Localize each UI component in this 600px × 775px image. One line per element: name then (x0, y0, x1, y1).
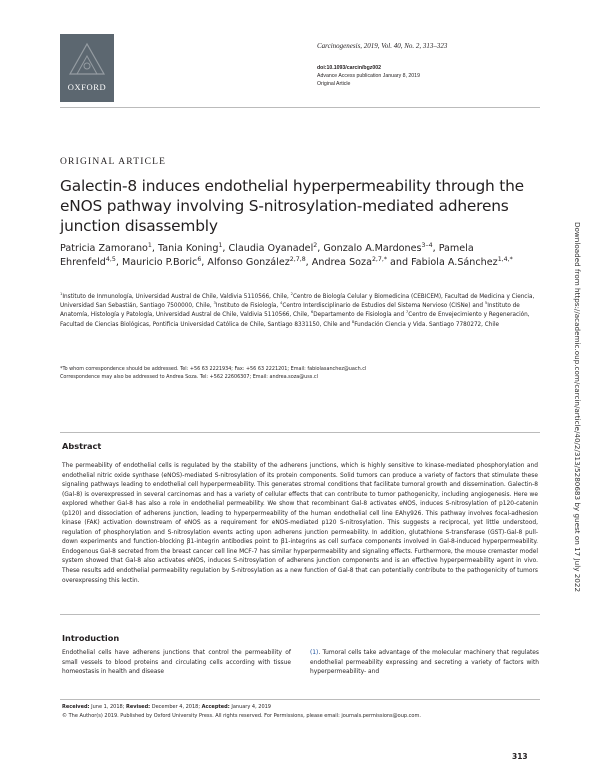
author-affil-ref: 3–4 (421, 241, 433, 249)
author-name[interactable]: Claudia Oyanadel (228, 243, 314, 254)
correspondence-line: *To whom correspondence should be addressed. Tel: +56 63 2221934; Fax: +56 63 2221201; Email: fabiolasanchez@uach.cl (60, 366, 367, 372)
publisher-logo (60, 34, 114, 102)
author-affil-ref: 1,4,* (497, 256, 513, 264)
author-affil-ref: 4,5 (105, 256, 116, 264)
introduction-column-right: (1). Tumoral cells take advantage of the molecular machinery that regulates endothelial permeability expressing and secreting a variety of factors with hyperpermeability- and (310, 650, 539, 676)
author-name[interactable]: Fabiola A.Sánchez (411, 257, 498, 269)
author-affil-ref: 6 (197, 256, 202, 264)
author-name[interactable]: Tania Koning (158, 243, 219, 254)
abstract-bottom-divider (60, 614, 540, 615)
section-label: ORIGINAL ARTICLE (60, 157, 167, 167)
author-affil-ref: 1 (147, 241, 152, 249)
author-name[interactable]: Pamela Ehrenfeld (60, 243, 474, 269)
introduction-heading: Introduction (62, 633, 120, 643)
author-affil-ref: 2,7,* (371, 256, 387, 264)
affiliation: Instituto de Inmunología, Universidad Austral de Chile, Valdivia 5110566, Chile, (62, 294, 291, 300)
correspondence-line: Correspondence may also be addressed to Andrea Soza. Tel: +562 22606307; Email: andrea.soza@uss.cl (60, 374, 318, 380)
publisher-logo-text: OXFORD (67, 82, 107, 92)
affiliation: Departamento de Fisiología and (313, 312, 406, 319)
doi[interactable]: doi:10.1093/carcin/bgz002 (317, 65, 382, 71)
journal-citation: Carcinogenesis, 2019, Vol. 40, No. 2, 313–323 (317, 42, 448, 50)
author-name[interactable]: Andrea Soza (311, 257, 372, 269)
download-watermark: Downloaded from https://academic.oup.com/carcin/article/40/2/313/5280683 by guest on 17 July 2022 (573, 222, 582, 593)
copyright: © The Author(s) 2019. Published by Oxford University Press. All rights reserved. For Permissions, please email: journals.permissions@oup.com. (62, 713, 421, 719)
author-name[interactable]: Patricia Zamorano (60, 243, 148, 254)
page-number: 313 (512, 752, 528, 761)
logo-crest-icon (66, 40, 108, 78)
authors-and: and (390, 257, 409, 269)
abstract-heading: Abstract (62, 441, 102, 451)
affiliation: Instituto de Anatomía, Histología y Patología, Universidad Austral de Chile, Valdivia 5110566, Chile, (60, 303, 520, 319)
author-name[interactable]: Mauricio P.Boric (121, 257, 198, 269)
author-list: Patricia Zamorano$^1$, Tania Koning$^1$, Claudia Oyanadel$^2$, Gonzalo A.Mardones$^{3-4}$, Pamela Ehrenfeld$^{4,5}$, Mauricio P.Boric$^6$, Alfonso González$^{2,7,8}$, Andrea Soza$^{2,7,*}$ and Fabiola A.Sánchez$^{1,4,*}$ (60, 241, 513, 269)
abstract-top-divider (60, 432, 540, 433)
author-affil-ref: 2 (313, 241, 318, 249)
article-dates: Received: June 1, 2018; Revised: December 4, 2018; Accepted: January 4, 2019 (62, 704, 271, 710)
abstract-text: The permeability of endothelial cells is regulated by the stability of the adherens junctions, which is highly sensitive to kinase-mediated phosphorylation and endothelial nitric oxide synthase (eNOS)-mediated S-nitrosylation of its protein components. Solid tumors can produce a variety of factors that stimulate these signaling pathways leading to endothelial cell hyperpermeability. This generates stromal conditions that facilitate tumoral growth and dissemination. Galectin-8 (Gal-8) is overexpressed in several carcinomas and has a variety of cellular effects that can contribute to tumor pathogenicity, including angiogenesis. Here we explored whether Gal-8 has also a role in endothelial permeability. We show that recombinant Gal-8 activates eNOS, induces S-nitrosylation of p120-catenin (p120) and dissociation of adherens junction, leading to hyperpermeability of the human endothelial cell line EAhy926. This pathway involves focal-adhesion kinase (FAK) activation downstream of eNOS as a requirement for eNOS-mediated p120 S-nitrosylation. This suggests a reciprocal, yet little understood, regulation of phosphorylation and S-nitrosylation events acting upon adherens junction permeability. In addition, glutathione S-transferase (GST)-Gal-8 pull-down experiments and function-blocking β1-integrin antibodies point to β1-integrins as cell surface components involved in Gal-8-induced hyperpermeability. Endogenous Gal-8 secreted from the breast cancer cell line MCF-7 has similar hyperpermeability and signaling effects. Furthermore, the mouse cremaster model system showed that Gal-8 also activates eNOS, induces S-nitrosylation of adherens junction components and is an effective hyperpermeability agent in vivo. These results add endothelial permeability regulation by S-nitrosylation as a new function of Gal-8 that can potentially contribute to the pathogenicity of tumors overexpressing this lectin. (62, 463, 538, 584)
affiliation: Centro Interdisciplinario de Estudios del Sistema Nervioso (CISNe) and (282, 303, 485, 310)
footer-divider (60, 699, 540, 700)
advance-access: Advance Access publication January 8, 2019 (317, 73, 420, 79)
header-divider (60, 107, 540, 108)
reference-link[interactable]: (1) (310, 650, 319, 656)
affiliations: $^1$Instituto de Inmunología, Universidad Austral de Chile, Valdivia 5110566, Chile, $^2$Centro de Biología Celular y Biomedicina (CEBICEM), Facultad de Medicina y Ciencia, Universidad San Sebastián, Santiago 7500000, Chile, $^3$Instituto de Fisiología, $^4$Centro Interdisciplinario de Estudios del Sistema Nervioso (CISNe) and $^5$Instituto de Anatomía, Histología y Patología, Universidad Austral de Chile, Valdivia 5110566, Chile, $^6$Departamento de Fisiología and $^7$Centro de Envejecimiento y Regeneración, Facultad de Ciencias Biológicas, Pontificia Universidad Católica de Chile, Santiago 8331150, Chile and $^8$Fundación Ciencia y Vida. Santiago 7780272, Chile (60, 292, 535, 328)
affiliation: Instituto de Fisiología, (215, 303, 280, 310)
affiliation: Centro de Envejecimiento y Regeneración, Facultad de Ciencias Biológicas, Pontificia Universidad Católica de Chile, Santiago 8331150, Chile and (60, 312, 530, 328)
affiliation: Fundación Ciencia y Vida. Santiago 7780272, Chile (354, 321, 500, 328)
correspondence (60, 365, 540, 381)
author-affil-ref: 2,7,8 (289, 256, 306, 264)
author-name[interactable]: Alfonso González (207, 257, 290, 269)
article-type: Original Article (317, 81, 351, 87)
author-affil-ref: 1 (218, 241, 223, 249)
introduction-column-left: Endothelial cells have adherens junctions that control the permeability of small vessels to blood proteins and circulating cells according with tissue homeostasis in health and disease (62, 650, 291, 676)
article-title: Galectin-8 induces endothelial hyperpermeability through the eNOS pathway involving S-nitrosylation-mediated adherens junction disassembly (60, 177, 524, 235)
author-name[interactable]: Gonzalo A.Mardones (323, 243, 422, 254)
affiliation: Centro de Biología Celular y Biomedicina (CEBICEM), Facultad de Medicina y Ciencia, Universidad San Sebastián, Santiago 7500000, Chile, (60, 294, 535, 310)
